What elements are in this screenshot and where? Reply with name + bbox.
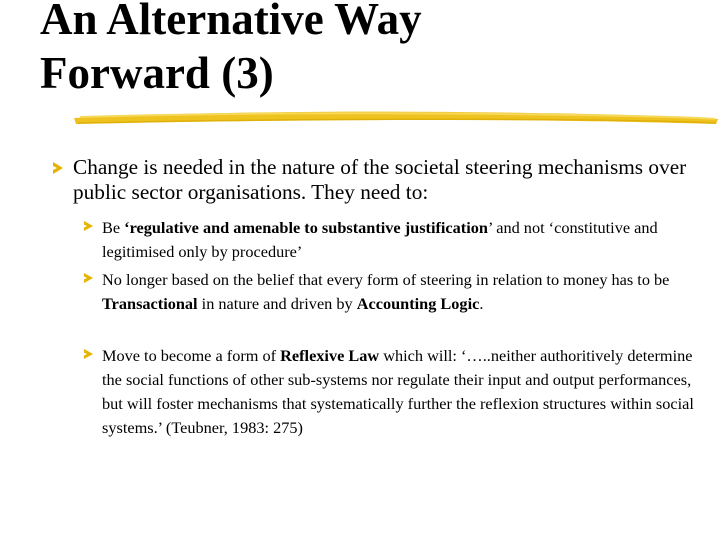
- sub-bullet-1-post: ’ and not ‘constitutive and legitimised only by procedure’: [102, 218, 658, 261]
- sub-bullet-2-post: .: [479, 294, 484, 313]
- arrowhead-bullet-icon: [84, 273, 93, 283]
- sub-bullet-2: [84, 268, 694, 316]
- slide-title-line-1: An Alternative Way: [40, 0, 422, 44]
- sub-bullet-2-bold-1: Transactional: [102, 294, 198, 313]
- sub-bullet-2-bold-2: Accounting Logic: [356, 294, 480, 313]
- sub-bullet-2-pre: No longer based on the belief that every form of steering in relation to money has to be: [102, 270, 670, 289]
- sub-bullet-1-pre: Be: [102, 218, 125, 237]
- main-bullet-text: Change is needed in the nature of the societal steering mechanisms over public sector organisations. They need to:: [73, 155, 687, 204]
- sub-bullet-2-mid: in nature and driven by: [197, 294, 357, 313]
- sub-bullet-3: [84, 344, 694, 440]
- sub-bullet-2-text: [102, 268, 694, 316]
- title-underline-brushstroke: [70, 104, 720, 130]
- main-bullet: [53, 155, 693, 205]
- sub-bullet-1: [84, 216, 694, 264]
- sub-bullet-3-post: which will: ‘…..neither authoritively determine the social functions of other sub-systems nor regulate their input and output performances, but will foster mechanisms that systematically further the reflexion structures within social systems.’ (Teubner, 1983: 275): [102, 346, 694, 437]
- sub-bullet-1-bold: ‘regulative and amenable to substantive justification: [124, 218, 488, 237]
- sub-bullet-3-text: [102, 344, 694, 440]
- slide-title: [40, 0, 422, 100]
- arrowhead-bullet-icon: [84, 221, 93, 231]
- sub-bullet-1-text: [102, 216, 694, 264]
- slide-title-line-2: Forward (3): [40, 48, 274, 98]
- arrowhead-bullet-icon: [53, 162, 63, 174]
- sub-bullet-3-pre: Move to become a form of: [102, 346, 281, 365]
- sub-bullet-3-bold: Reflexive Law: [280, 346, 380, 365]
- arrowhead-bullet-icon: [84, 349, 93, 359]
